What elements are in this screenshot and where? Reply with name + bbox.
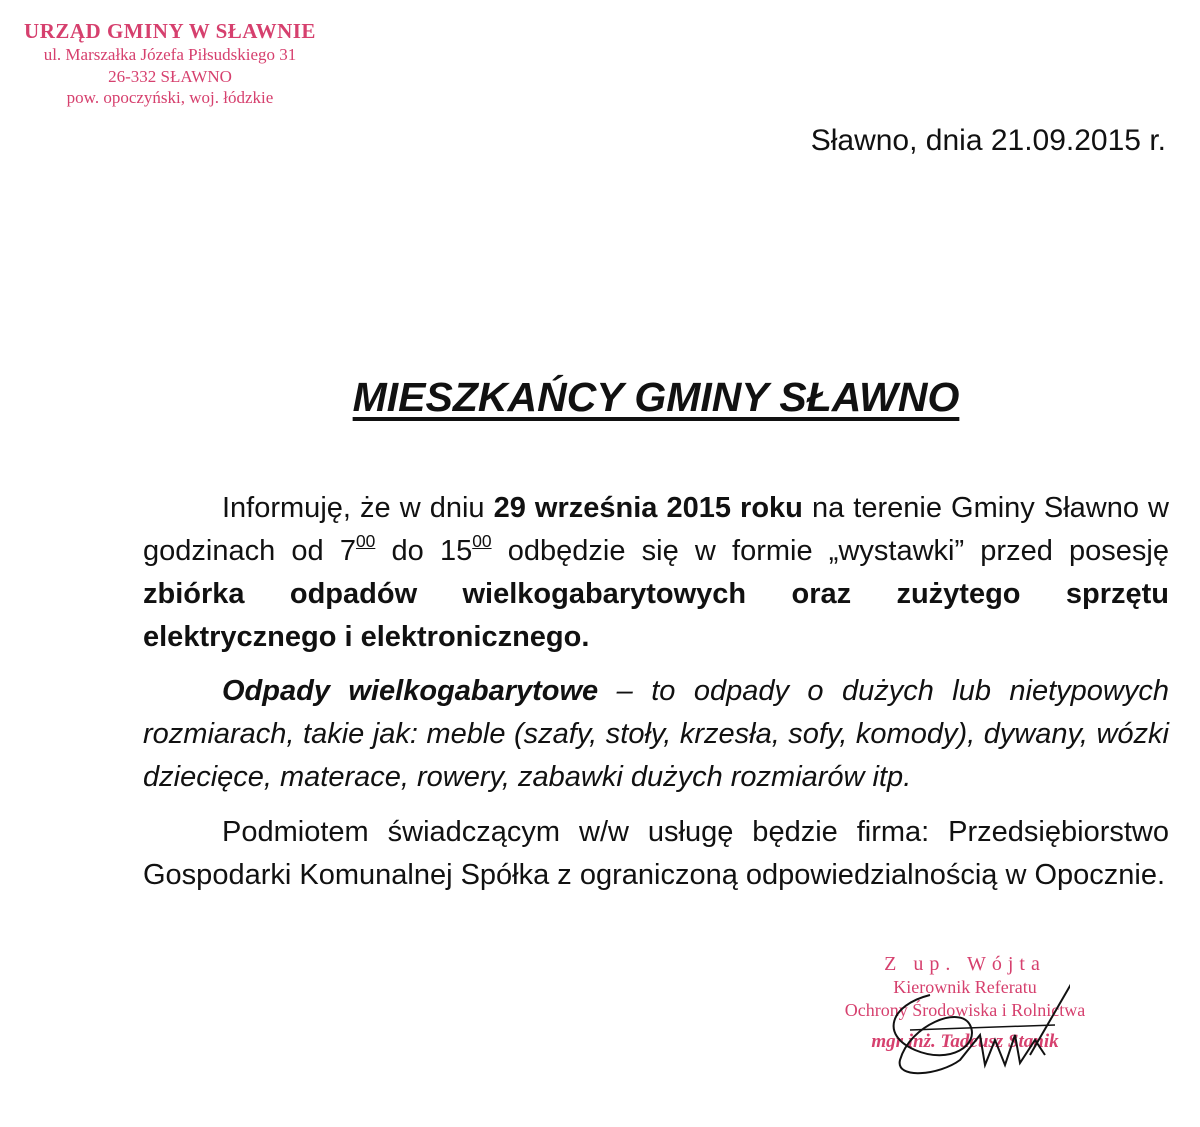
document-title: MIESZKAŃCY GMINY SŁAWNO — [352, 374, 960, 420]
p1-text-3: do 15 — [375, 534, 473, 567]
signature-line-1: Z up. Wójta — [884, 953, 1046, 975]
stamp-region: pow. opoczyński, woj. łódzkie — [66, 87, 274, 107]
stamp-office-name: URZĄD GMINY W SŁAWNIE — [24, 19, 316, 43]
p1-text-2: na terenie Gminy Sławno w godzinach od 7 — [143, 492, 1169, 567]
p1-date-bold: 29 września 2015 roku — [493, 492, 803, 524]
signature-line-3: Ochrony Środowiska i Rolnictwa — [844, 1000, 1086, 1021]
paragraph-announcement — [143, 487, 1169, 659]
document-date: Sławno, dnia 21.09.2015 r. — [810, 124, 1166, 157]
handwritten-signature — [870, 955, 1070, 1085]
paragraph-contractor: Podmiotem świadczącym w/w usługę będzie firma: Przedsiębiorstwo Gospodarki Komunalnej Spółka z ograniczoną odpowiedzialnością w Opocznie. — [143, 816, 1169, 891]
p2-text: – to odpady o dużych lub nietypowych rozmiarach, takie jak: meble (szafy, stoły, krzesła, sofy, komody), dywany, wózki dziecięce, materace, rowery, zabawki dużych rozmiarów itp. — [143, 675, 1169, 793]
p1-hour-start-minutes: 00 — [355, 530, 376, 551]
p1-text-4: odbędzie się w formie „wystawki” przed posesję — [491, 534, 1169, 567]
p2-term-bold: Odpady wielkogabarytowe — [222, 675, 599, 707]
p1-hour-end-minutes: 00 — [472, 530, 492, 551]
stamp-street: ul. Marszałka Józefa Piłsudskiego 31 — [43, 45, 297, 65]
signature-name: mgr inż. Tadeusz Stanik — [871, 1030, 1059, 1052]
stamp-postal: 26-332 SŁAWNO — [108, 66, 232, 86]
signature-line-2: Kierownik Referatu — [893, 977, 1037, 997]
p1-collection-bold: zbiórka odpadów wielkogabarytowych oraz zużytego sprzętu elektrycznego i elektronicznego. — [143, 577, 1169, 653]
p1-text-1: Informuję, że w dniu — [222, 492, 494, 524]
office-stamp — [0, 18, 340, 108]
paragraph-definition — [143, 670, 1169, 799]
